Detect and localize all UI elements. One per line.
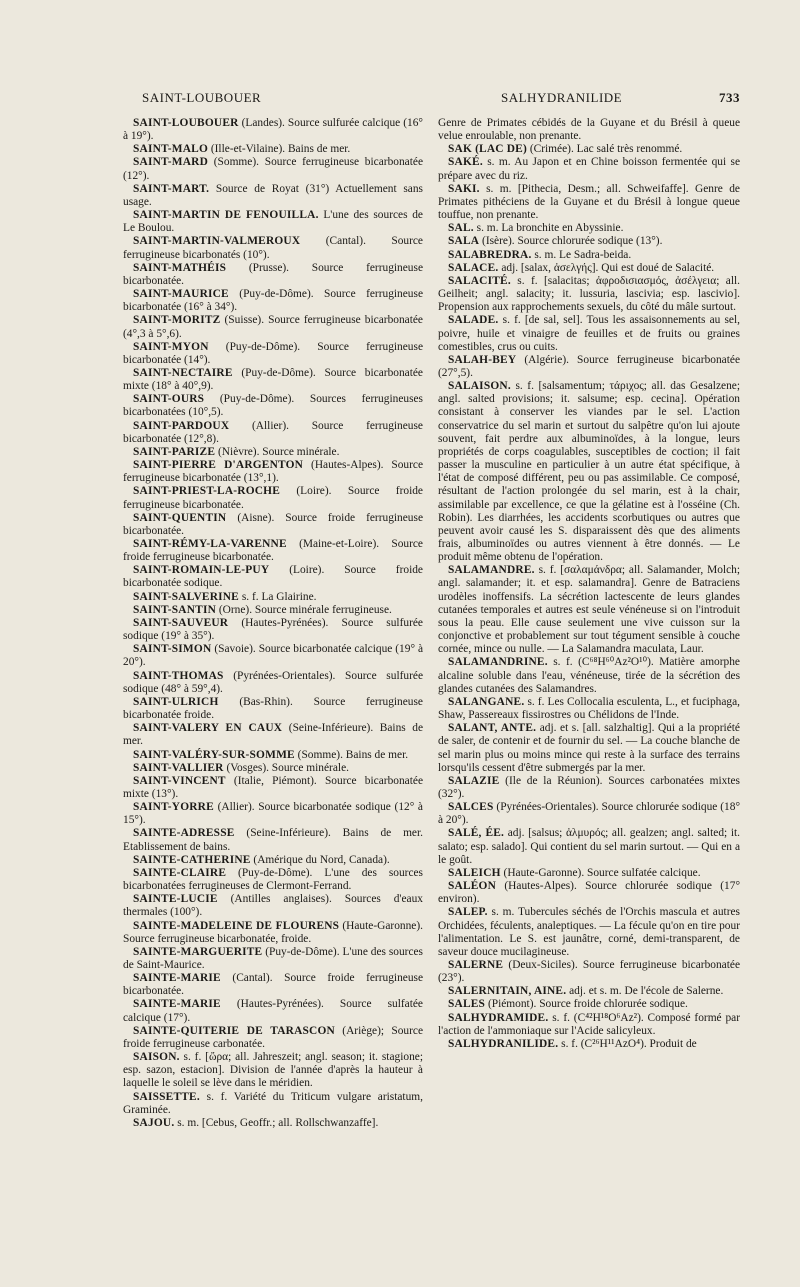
dictionary-entry [123,183,423,209]
dictionary-entry [123,143,423,156]
dictionary-entry [123,827,423,853]
entry-definition: s. f. [σαλαμάνδρα; all. Salamander, Molch; angl. salamander; it. et esp. salamandra]. Genre de Batraciens urodèles inoffensifs. La sécrétion lactescente de leurs glandes cutanées temporales et autres est seule vénéneuse si on l'introduit sous la peau. Elle cause seulement une vive cuisson sur la conjonctive et probablement sur tout tégument sensible à couche cornée, mince ou nulle. — La Salamandra maculata, Laur. [438,564,740,656]
entry-definition: Source de Royat (31°) Actuellement sans usage. [123,182,423,208]
entry-definition: (Puy-de-Dôme). L'une des sources bicarbonatées ferrugineuses de Clermont-Ferrand. [123,866,423,893]
entry-definition: L'une des sources de Le Boulou. [123,209,423,235]
running-head-left: SAINT-LOUBOUER [142,90,262,105]
entry-headword: SAINT-MART. [133,182,210,195]
dictionary-entry [123,393,423,419]
entry-definition: (Cantal). Source ferrugineuse bicarbonatés (10°). [123,235,423,261]
entry-headword: SALCES [448,801,494,814]
entry-definition: s. f. [salacitas; ἀφροδισιασμός, ἀσέλγεια; all. Geilheit; angl. salacity; it. lussuria, lascivia; esp. lascivio]. Propension aux rapprochements sexuels, du côté du mâle surtout. [438,274,740,314]
dictionary-entry [123,775,423,801]
entry-headword: SAINT-PARDOUX [133,419,230,432]
entry-definition: s. f. Variété du Triticum vulgare aristatum, Graminée. [123,1090,423,1116]
dictionary-entry [123,854,423,867]
dictionary-entry [123,446,423,459]
entry-definition: (Haute-Garonne). Source ferrugineuse bicarbonatée, froide. [123,919,423,945]
entry-headword: SALAMANDRINE. [448,656,548,669]
entry-headword: SALAH-BEY [448,353,517,366]
dictionary-entry [123,801,423,827]
entry-headword: SAISSETTE. [133,1090,200,1103]
entry-headword: SALHYDRANILIDE. [448,1037,559,1050]
entry-definition: s. f. (C⁴²H¹⁸O⁶Az²). Composé formé par l'action de l'ammoniaque sur l'Acide salicyleux. [438,1011,740,1037]
dictionary-entry [123,288,423,314]
entry-headword: SAINT-MALO [133,143,208,156]
dictionary-entry [123,564,423,590]
dictionary-entry [123,762,423,775]
entry-definition: adj. et s. [all. salzhaltig]. Qui a la propriété de saler, de contenir et de fournir du sel. — La couche blanche de sel marin plus ou moins mince qui reste à la surface des terrains lorsqu'ils cessent d'être submergés par la mer. [438,722,740,774]
dictionary-entry [438,801,740,827]
dictionary-entry [123,696,423,722]
left-column [123,117,423,1130]
entry-definition: (Hautes-Alpes). Source ferrugineuse bicarbonatée (13°,1). [123,459,423,485]
entry-headword: SAINT-VALLIER [133,761,224,774]
dictionary-entry [438,656,740,695]
entry-headword: SAINT-VINCENT [133,774,226,787]
entry-definition: (Haute-Garonne). Source sulfatée calcique. [500,866,701,879]
entry-definition: (Allier). Source bicarbonatée sodique (12° à 15°). [123,801,423,827]
entry-headword: SALERNE [448,959,504,971]
entry-definition: (Pyrénées-Orientales). Source sulfurée sodique (48° à 59°,4). [123,669,423,695]
entry-headword: SAKI. [448,182,480,195]
entry-definition: (Italie, Piémont). Source bicarbonatée mixte (13°). [123,774,423,800]
entry-headword: SALANGANE. [448,695,525,708]
dictionary-entry [123,867,423,893]
entry-definition: (Seine-Inférieure). Bains de mer. [123,722,424,748]
entry-headword: SAL. [448,222,474,235]
entry-definition: (Puy-de-Dôme). L'une des sources de Saint-Maurice. [123,945,423,971]
entry-definition: adj. [salsus; ἁλμυρός; all. gealzen; angl. salted; it. salato; esp. salado]. Qui contient du sel marin surtout. — Qui en a le goût. [438,827,740,866]
entry-headword: SALÉ, ÉE. [448,827,505,840]
entry-headword: SALERNITAIN, AINE. [448,985,567,998]
dictionary-entry [123,617,423,643]
dictionary-entry [123,920,423,946]
entry-definition: s. f. (C⁶⁸H⁶⁰Az²O¹⁰). Matière amorphe alcaline soluble dans l'eau, vénéneuse, tirée de la sécrétion des glandes cutanées des Salamandres. [438,656,740,695]
entry-headword: SAINTE-MARIE [133,998,221,1011]
entry-headword: SALANT, ANTE. [448,722,537,735]
entry-definition: (Ille-et-Vilaine). Bains de mer. [208,143,351,156]
entry-headword: SAINT-VALERY EN CAUX [133,722,283,735]
entry-definition: s. m. Tubercules séchés de l'Orchis mascula et autres Orchidées, féculents, analeptiques. — La fécule qu'on en tire pour l'alimentation. Le S. est jaunâtre, corné, demi-transparent, de saveur douce mucilagineuse. [438,906,740,958]
dictionary-entry [438,867,740,880]
entry-definition: (Somme). Bains de mer. [294,748,409,761]
entry-definition: s. m. Au Japon et en Chine boisson fermentée qui se prépare avec du riz. [438,156,740,182]
entry-definition: s. m. Le Sadra-beida. [531,248,632,261]
entry-definition: (Puy-de-Dôme). Source bicarbonatée mixte (18° à 40°,9). [123,366,423,393]
dictionary-entry [123,262,423,288]
entry-headword: SAINTE-ADRESSE [133,827,235,840]
dictionary-entry [438,564,740,656]
entry-definition: (Landes). Source sulfurée calcique (16° à 19°). [123,117,423,143]
entry-definition: (Puy-de-Dôme). Sources ferrugineuses bicarbonatées (10°,5). [123,393,423,419]
entry-definition: (Allier). Source ferrugineuse bicarbonatée (12°,8). [123,419,423,445]
dictionary-entry [438,880,740,906]
entry-definition: (Cantal). Source froide ferrugineuse bicarbonatée. [123,972,423,998]
entry-headword: SAINT-ROMAIN-LE-PUY [133,564,270,577]
dictionary-entry [123,1117,423,1130]
entry-definition: (Aisne). Source froide ferrugineuse bicarbonatée. [123,511,423,537]
entry-headword: SAINT-MARTIN DE FENOUILLA. [133,209,319,222]
entry-headword: SALHYDRAMIDE. [448,1011,549,1024]
entry-definition: (Pyrénées-Orientales). Source chlorurée sodique (18° à 20°). [438,801,740,827]
dictionary-entry [438,998,740,1011]
dictionary-entry [123,314,423,340]
dictionary-entry [438,696,740,722]
entry-headword: SAINT-PIERRE D'ARGENTON [133,459,304,472]
dictionary-entry [123,1091,423,1117]
entry-definition: (Crimée). Lac salé très renommé. [526,143,683,156]
dictionary-entry [123,998,423,1024]
entry-definition: s. f. Les Collocalia esculenta, L., et fuciphaga, Shaw, Passereaux fissirostres ou Chélidons de l'Inde. [438,695,740,722]
entry-headword: SAINT-MORITZ [133,314,221,327]
dictionary-entry [438,262,740,275]
entry-definition: (Loire). Source froide bicarbonatée sodique. [123,564,423,590]
entry-headword: SALES [448,998,486,1011]
entry-definition: (Hautes-Pyrénées). Source sulfurée sodique (19° à 35°). [123,616,423,643]
dictionary-entry [438,183,740,222]
dictionary-entry [123,749,423,762]
dictionary-entry [123,972,423,998]
entry-headword: SALACE. [448,261,499,274]
dictionary-entry [438,1012,740,1038]
entry-definition: (Orne). Source minérale ferrugineuse. [216,603,392,616]
entry-headword: SAINT-MATHÉIS [133,261,227,274]
entry-headword: SAINTE-CATHERINE [133,853,251,866]
dictionary-entry [123,209,423,235]
entry-headword: SAINT-SANTIN [133,603,217,616]
entry-headword: SALAISON. [448,380,511,393]
entry-headword: SALABREDRA. [448,248,532,261]
entry-headword: SAINT-MARTIN-VALMEROUX [133,235,301,248]
entry-headword: SAINT-NECTAIRE [133,366,233,379]
entry-headword: SAINT-LOUBOUER [133,117,239,129]
entry-headword: SAINTE-LUCIE [133,893,218,906]
entry-definition: (Amérique du Nord, Canada). [250,853,390,866]
entry-definition: (Somme). Source ferrugineuse bicarbonatée (12°). [123,156,423,182]
entry-definition: (Maine-et-Loire). Source froide ferrugineuse bicarbonatée. [123,538,423,564]
running-head [108,90,740,112]
entry-headword: SAINTE-MARGUERITE [133,945,263,958]
entry-headword: SAINT-QUENTIN [133,511,227,524]
entry-definition: s. m. [Cebus, Geoffr.; all. Rollschwanzaffe]. [174,1116,379,1129]
entry-headword: SALAZIE [448,774,500,787]
entry-definition: adj. [salax, ἀσελγής]. Qui est doué de Salacité. [498,261,715,274]
entry-headword: SALEP. [448,906,488,919]
dictionary-entry [123,946,423,972]
entry-definition: (Antilles anglaises). Sources d'eaux thermales (100°). [123,893,423,919]
entry-definition: s. f. [salsamentum; τάριχος; all. das Gesalzene; angl. salted provisions; it. salsume; esp. cecina]. Opération consistant à conserver les viandes par le sel. L'action conservatrice du sel marin et surtout du salpêtre qu'on lui ajoute souvent, fait perdre aux albuminoïdes, à la longue, leurs propriétés de corps coagulables, susceptibles de coction; il fait passer la musculine en particulier à un autre état spécifique, à l'état de composé différent, peu ou pas assimilable. Ce composé, résultant de l'action prolongée du sel marin, est à la chair, assimilable par excellence, ce que la gélatine est à l'osséine (Ch. Robin). Les diarrhées, les accidents scorbutiques ou autres que peuvent avoir causé les S. disparaissent dès que des aliments frais, albuminoïdes ou autres viennent à être donnés. — Le produit même obtenu de l'opération. [438,380,740,564]
entry-headword: SAINT-SALVERINE [133,590,239,603]
dictionary-entry [123,420,423,446]
entry-headword: SAINT-PARIZE [133,445,216,458]
entry-definition: (Isère). Source chlorurée sodique (13°). [479,235,663,248]
entry-headword: SAINT-PRIEST-LA-ROCHE [133,485,281,498]
entry-definition: s. f. [de sal, sel]. Tous les assaisonnements au sel, poivre, huile et vinaigre de feuilles et de fruits ou graines comestibles, crus ou cuits. [438,314,740,353]
entry-headword: SAINT-SIMON [133,643,212,656]
entry-headword: SAK (LAC DE) [448,143,527,156]
entry-definition: Genre de Primates cébidés de la Guyane et du Brésil à queue velue enroulable, non prenante. [438,117,740,143]
dictionary-entry [123,156,423,182]
entry-headword: SAINT-RÉMY-LA-VARENNE [133,538,287,550]
entry-headword: SALAMANDRE. [448,564,535,577]
entry-definition: (Hautes-Alpes). Source chlorurée sodique (17° environ). [438,880,740,906]
dictionary-entry [123,1051,423,1090]
entry-headword: SAISON. [133,1051,180,1064]
entry-headword: SAINTE-MADELEINE DE FLOURENS [133,919,340,932]
entry-headword: SALA [448,235,480,248]
dictionary-entry [438,235,740,248]
dictionary-entry [123,367,423,393]
entry-definition: s. f. La Glairine. [238,590,317,603]
entry-headword: SAINT-YORRE [133,801,214,814]
entry-headword: SAINT-MAURICE [133,288,229,301]
entry-headword: SAINT-MARD [133,156,208,169]
dictionary-entry [438,985,740,998]
entry-definition: (Puy-de-Dôme). Source ferrugineuse bicarbonatée (14°). [123,340,423,366]
dictionary-entry [123,604,423,617]
dictionary-entry [123,459,423,485]
dictionary-entry [123,670,423,696]
entry-headword: SALACITÉ. [448,274,511,287]
dictionary-entry [123,512,423,538]
entry-headword: SAINT-THOMAS [133,669,224,682]
entry-definition: (Deux-Siciles). Source ferrugineuse bicarbonatée (23°). [438,959,740,985]
entry-definition: (Vosges). Source minérale. [223,761,349,774]
dictionary-entry [123,643,423,669]
dictionary-entry [438,275,740,314]
entry-headword: SAINT-VALÉRY-SUR-SOMME [133,748,295,761]
entry-headword: SAINT-OURS [133,393,205,406]
dictionary-entry [123,117,423,143]
dictionary-entry [438,222,740,235]
entry-definition: (Algérie). Source ferrugineuse bicarbonatée (27°,5). [438,353,740,379]
entry-definition: (Seine-Inférieure). Bains de mer. Etablissement de bains. [123,827,423,853]
entry-headword: SAINTE-CLAIRE [133,866,227,879]
dictionary-entry [123,235,423,261]
entry-definition: s. m. La bronchite en Abyssinie. [473,222,624,235]
dictionary-entry [438,117,740,143]
entry-headword: SALEICH [448,866,501,879]
entry-definition: (Ariège); Source froide ferrugineuse carbonatée. [123,1024,423,1050]
dictionary-entry [438,354,740,380]
entry-definition: (Nièvre). Source minérale. [215,445,340,458]
dictionary-entry [438,314,740,353]
dictionary-entry [123,538,423,564]
entry-headword: SAINT-MYON [133,340,209,353]
running-head-center: SALHYDRANILIDE [501,90,623,105]
dictionary-entry [438,143,740,156]
entry-headword: SAKÉ. [448,156,483,169]
dictionary-entry [438,1038,740,1051]
entry-definition: (Hautes-Pyrénées). Source sulfatée calcique (17°). [123,998,423,1024]
entry-headword: SAINTE-MARIE [133,972,221,985]
entry-definition: adj. et s. m. De l'école de Salerne. [566,985,724,998]
dictionary-entry [123,893,423,919]
dictionary-entry [438,906,740,959]
entry-headword: SAINTE-QUITERIE DE TARASCON [133,1024,335,1037]
entry-definition: (Piémont). Source froide chlorurée sodique. [485,998,688,1011]
dictionary-entry [438,156,740,182]
entry-headword: SALÉON [448,880,497,893]
entry-headword: SAINT-SAUVEUR [133,616,229,629]
dictionary-entry [438,380,740,564]
entry-definition: s. m. [Pithecia, Desm.; all. Schweifaffe]. Genre de Primates pithéciens de la Guyane et du Brésil à longue queue touffue, non prenante. [438,182,740,222]
entry-headword: SALADE. [448,314,499,327]
entry-headword: SAINT-ULRICH [133,695,219,708]
entry-definition: s. f. (C²⁶H¹¹AzO⁴). Produit de [558,1037,697,1050]
entry-definition: (Puy-de-Dôme). Source ferrugineuse bicarbonatée (16° à 34°). [123,288,423,314]
entry-definition: (Bas-Rhin). Source ferrugineuse bicarbonatée froide. [123,695,423,722]
dictionary-entry [123,591,423,604]
right-column [438,117,740,1051]
entry-definition: (Loire). Source froide ferrugineuse bicarbonatée. [123,485,423,511]
dictionary-entry [123,485,423,511]
entry-definition: s. f. [ὥρα; all. Jahreszeit; angl. season; it. stagione; esp. sazon, estacion]. Division de l'année d'après la hauteur à laquelle le soleil se lève dans le méridien. [123,1051,423,1090]
dictionary-entry [123,341,423,367]
entry-definition: (Ile de la Réunion). Sources carbonatées mixtes (32°). [438,774,740,800]
entry-definition: (Prusse). Source ferrugineuse bicarbonatée. [123,261,423,287]
page-number: 733 [719,90,740,105]
dictionary-entry [438,249,740,262]
dictionary-entry [123,1025,423,1051]
dictionary-entry [438,722,740,775]
dictionary-entry [438,959,740,985]
entry-headword: SAJOU. [133,1116,175,1129]
dictionary-entry [123,722,423,748]
entry-definition: (Suisse). Source ferrugineuse bicarbonatée (4°,3 à 5°,6). [123,314,423,340]
dictionary-entry [438,775,740,801]
dictionary-entry [438,827,740,866]
entry-definition: (Savoie). Source bicarbonatée calcique (19° à 20°). [123,643,423,669]
